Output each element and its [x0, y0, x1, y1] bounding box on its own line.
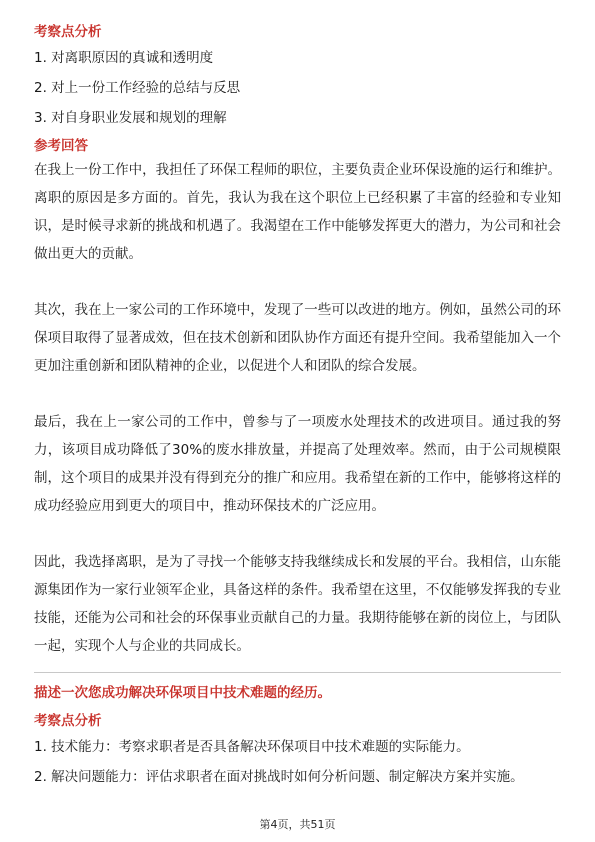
page-footer: 第4页，共51页: [259, 818, 336, 831]
section-divider: [34, 672, 561, 673]
answer-paragraph: 最后，我在上一家公司的工作中，曾参与了一项废水处理技术的改进项目。通过我的努力，该项目成功降低了30%的废水排放量，并提高了处理效率。然而，由于公司规模限制，这个项目的成果并没有得到充分的推广和应用。我希望在新的工作中，能够将这样的成功经验应用到更大的项目中，推动环保技术的广泛应用。: [34, 414, 561, 514]
answer-paragraph: 其次，我在上一家公司的工作环境中，发现了一些可以改进的地方。例如，虽然公司的环保项目取得了显著成效，但在技术创新和团队协作方面还有提升空间。我希望能加入一个更加注重创新和团队精神的企业，以促进个人和团队的综合发展。: [34, 302, 561, 374]
document-page: [34, 22, 561, 787]
question-title: 描述一次您成功解决环保项目中技术难题的经历。: [34, 685, 331, 701]
analysis-item: 2. 解决问题能力：评估求职者在面对挑战时如何分析问题、制定解决方案并实施。: [34, 769, 524, 785]
analysis-item: 2. 对上一份工作经验的总结与反思: [34, 80, 241, 96]
answer-heading: 参考回答: [34, 138, 88, 154]
answer-paragraph: 在我上一份工作中，我担任了环保工程师的职位，主要负责企业环保设施的运行和维护。离职的原因是多方面的。首先，我认为我在这个职位上已经积累了丰富的经验和专业知识，是时候寻求新的挑战和机遇了。我渴望在工作中能够发挥更大的潜力，为公司和社会做出更大的贡献。: [34, 162, 561, 262]
analysis-item: 3. 对自身职业发展和规划的理解: [34, 110, 227, 126]
answer-paragraph: 因此，我选择离职，是为了寻找一个能够支持我继续成长和发展的平台。我相信，山东能源集团作为一家行业领军企业，具备这样的条件。我希望在这里，不仅能够发挥我的专业技能，还能为公司和社会的环保事业贡献自己的力量。我期待能够在新的岗位上，与团队一起，实现个人与企业的共同成长。: [34, 554, 561, 654]
analysis-heading: 考察点分析: [34, 713, 102, 729]
analysis-item: 1. 技术能力：考察求职者是否具备解决环保项目中技术难题的实际能力。: [34, 739, 470, 755]
analysis-item: 1. 对离职原因的真诚和透明度: [34, 50, 214, 66]
analysis-heading: 考察点分析: [34, 24, 102, 40]
